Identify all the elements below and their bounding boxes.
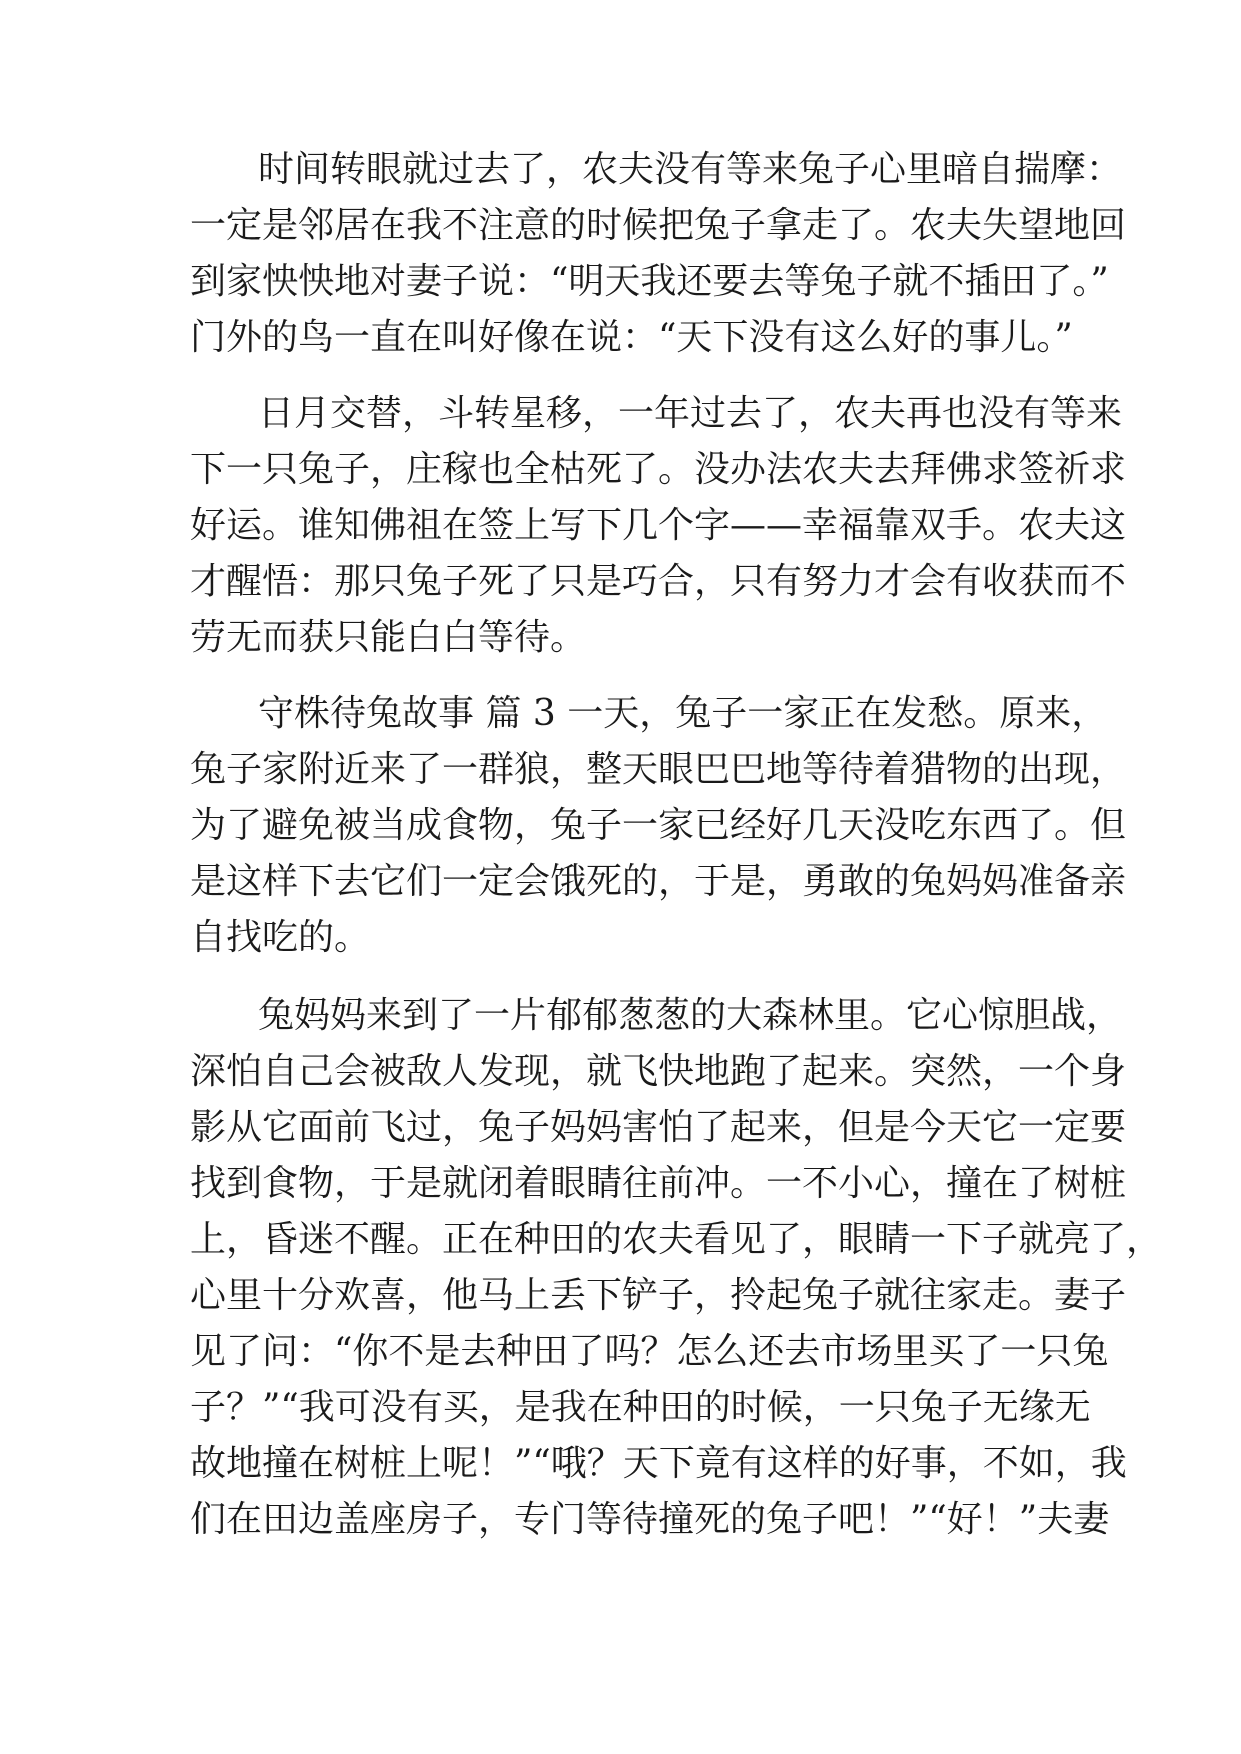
- text-line: 是这样下去它们一定会饿死的，于是，勇敢的兔妈妈准备亲: [190, 861, 1127, 902]
- text-line: 心里十分欢喜，他马上丢下铲子，拎起兔子就往家走。妻子: [190, 1275, 1127, 1316]
- text-line: 见了问：“你不是去种田了吗？怎么还去市场里买了一只兔: [190, 1331, 1109, 1372]
- text-line: 上，昏迷不醒。正在种田的农夫看见了，眼睛一下子就亮了，: [190, 1219, 1163, 1260]
- text-line: 找到食物，于是就闭着眼睛往前冲。一不小心，撞在了树桩: [190, 1163, 1127, 1204]
- text-line: 为了避免被当成食物，兔子一家已经好几天没吃东西了。但: [190, 805, 1127, 846]
- text-line: 才醒悟：那只兔子死了只是巧合，只有努力才会有收获而不: [190, 561, 1127, 602]
- text-line: 到家怏怏地对妻子说：“明天我还要去等兔子就不插田了。”: [190, 261, 1109, 302]
- text-line: 门外的鸟一直在叫好像在说：“天下没有这么好的事儿。”: [190, 317, 1073, 358]
- text-line: 劳无而获只能白白等待。: [190, 617, 587, 658]
- text-line: 兔子家附近来了一群狼，整天眼巴巴地等待着猎物的出现，: [190, 749, 1127, 790]
- text-line: 影从它面前飞过，兔子妈妈害怕了起来，但是今天它一定要: [190, 1107, 1127, 1148]
- text-line: 们在田边盖座房子，专门等待撞死的兔子吧！”“好！”夫妻: [190, 1499, 1110, 1540]
- text-line: 深怕自己会被敌人发现，就飞快地跑了起来。突然，一个身: [190, 1051, 1127, 1092]
- text-line: 故地撞在树桩上呢！”“哦？天下竟有这样的好事，不如，我: [190, 1443, 1127, 1484]
- text-line: 好运。谁知佛祖在签上写下几个字——幸福靠双手。农夫这: [190, 505, 1127, 546]
- section-heading-line: 守株待兔故事 篇 3 一天，兔子一家正在发愁。原来，: [258, 693, 1108, 734]
- text-line: 时间转眼就过去了，农夫没有等来兔子心里暗自揣摩：: [258, 149, 1123, 190]
- text-line: 日月交替，斗转星移，一年过去了，农夫再也没有等来: [258, 393, 1123, 434]
- text-line: 一定是邻居在我不注意的时候把兔子拿走了。农夫失望地回: [190, 205, 1127, 246]
- text-line: 兔妈妈来到了一片郁郁葱葱的大森林里。它心惊胆战，: [258, 995, 1123, 1036]
- text-line: 下一只兔子，庄稼也全枯死了。没办法农夫去拜佛求签祈求: [190, 449, 1127, 490]
- text-line: 自找吃的。: [190, 917, 371, 958]
- text-line: 子？”“我可没有买，是我在种田的时候，一只兔子无缘无: [190, 1387, 1091, 1428]
